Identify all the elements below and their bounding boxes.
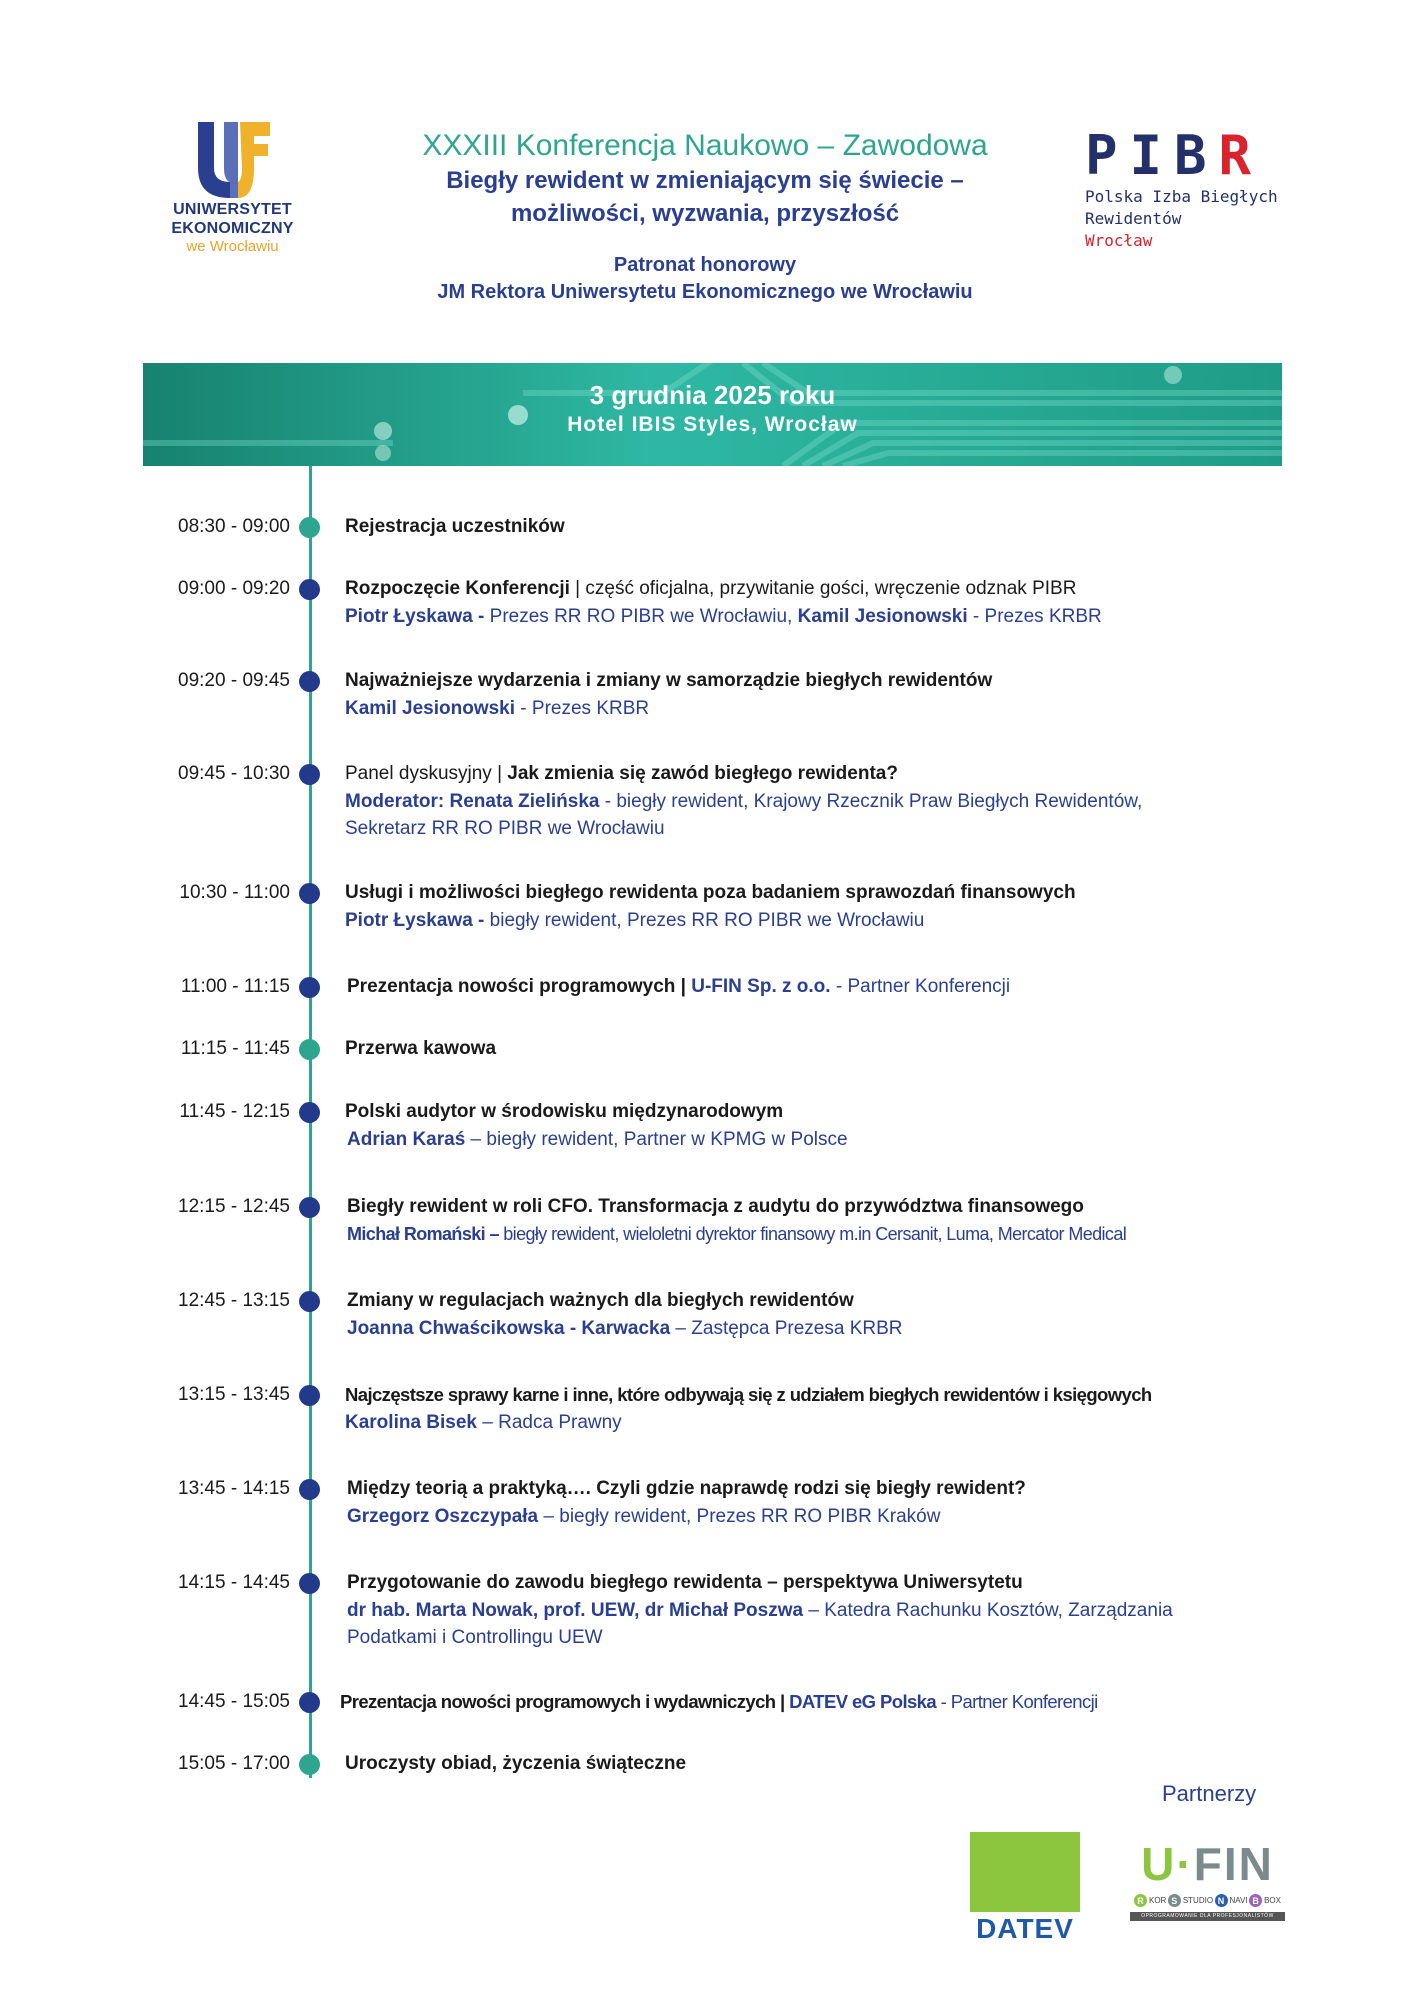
ue-logo-line2: EKONOMICZNY: [171, 220, 294, 237]
pibr-wordmark: [1085, 126, 1285, 186]
ufin-product: [1249, 1894, 1281, 1907]
timeline-dot-icon: [299, 1102, 320, 1123]
speaker-name: Michał Romański –: [347, 1224, 499, 1244]
speaker-role: – Katedra Rachunku Kosztów, Zarządzania: [803, 1600, 1173, 1621]
datev-square-icon: [970, 1832, 1080, 1912]
ufin-product-label: NAVI: [1229, 1896, 1248, 1905]
speaker-name: Adrian Karaś: [347, 1129, 466, 1150]
speaker-role: biegły rewident, Prezes RR RO PIBR we Wrocławiu: [484, 910, 925, 931]
partner-name: DATEV eG Polska: [789, 1691, 937, 1712]
agenda-time: 09:45 - 10:30: [178, 763, 290, 784]
pibr-logo: [1085, 126, 1285, 252]
agenda-title: Przygotowanie do zawodu biegłego rewidenta – perspektywa Uniwersytetu: [347, 1572, 1023, 1593]
timeline-dot-icon: [299, 977, 320, 998]
event-date: 3 grudnia 2025 roku: [589, 380, 836, 410]
pibr-logo-line2: Rewidentów: [1085, 209, 1182, 228]
agenda-time: 12:45 - 13:15: [178, 1290, 290, 1311]
agenda-title-prefix: Panel dyskusyjny |: [345, 763, 508, 784]
pibr-wordmark-right: R: [1218, 124, 1264, 187]
agenda-title: Polski audytor w środowisku międzynarodowym: [345, 1101, 784, 1122]
speaker-name: Grzegorz Oszczypała: [347, 1506, 539, 1527]
ue-logo: [170, 122, 295, 256]
partner-role: - Partner Konferencji: [936, 1691, 1098, 1712]
ufin-product-label: KOR: [1149, 1896, 1167, 1905]
timeline-dot-icon: [299, 1039, 320, 1060]
ue-logo-line3: we Wrocławiu: [186, 238, 279, 255]
speaker-name: Piotr Łyskawa -: [345, 606, 485, 627]
datev-logo: [970, 1832, 1080, 1946]
agenda-time: 13:45 - 14:15: [178, 1478, 290, 1499]
ufin-logo: [1130, 1838, 1285, 1921]
ufin-box-icon: B: [1249, 1894, 1262, 1907]
partner-role: - Partner Konferencji: [830, 976, 1011, 997]
ufin-product-label: STUDIO: [1182, 1896, 1214, 1905]
conference-subtitle-line1: Biegły rewident w zmieniającym się świecie –: [446, 167, 964, 194]
ufin-wordmark-left: U·: [1141, 1838, 1194, 1890]
conference-title: XXXIII Konferencja Naukowo – Zawodowa: [422, 129, 988, 162]
speaker-name: Piotr Łyskawa -: [345, 910, 485, 931]
timeline-dot-icon: [299, 671, 320, 692]
partner-name: U-FIN Sp. z o.o.: [691, 976, 831, 997]
agenda-title: Prezentacja nowości programowych i wydawniczych |: [340, 1691, 790, 1712]
event-banner: [143, 363, 1282, 466]
agenda-time: 11:15 - 11:45: [180, 1038, 290, 1059]
agenda-title: Prezentacja nowości programowych |: [347, 976, 692, 997]
agenda-title: Uroczysty obiad, życzenia świąteczne: [345, 1753, 687, 1774]
agenda-title: Rejestracja uczestników: [345, 516, 565, 537]
agenda-time: 14:15 - 14:45: [178, 1572, 290, 1593]
speaker-role: - Prezes KRBR: [967, 606, 1102, 627]
speaker-role: - biegły rewident, Krajowy Rzecznik Praw Biegłych Rewidentów,: [599, 791, 1143, 812]
ue-emblem-icon: [192, 122, 274, 200]
speaker-name: Moderator: Renata Zielińska: [345, 791, 600, 812]
timeline-dot-icon: [299, 579, 320, 600]
conference-subtitle-line2: możliwości, wyzwania, przyszłość: [510, 200, 900, 227]
speaker-role: – Radca Prawny: [477, 1412, 622, 1433]
ufin-navi-icon: N: [1215, 1894, 1228, 1907]
datev-wordmark: DATEV: [976, 1913, 1074, 1944]
ufin-tagline: OPROGRAMOWANIE DLA PROFESJONALISTÓW: [1130, 1912, 1285, 1921]
agenda-title: Zmiany w regulacjach ważnych dla biegłych rewidentów: [347, 1290, 854, 1311]
agenda-title: Między teorią a praktyką…. Czyli gdzie naprawdę rodzi się biegły rewident?: [347, 1478, 1026, 1499]
timeline-dot-icon: [299, 883, 320, 904]
ufin-studio-icon: S: [1168, 1894, 1181, 1907]
speaker-role-line2: Sekretarz RR RO PIBR we Wrocławiu: [345, 818, 665, 839]
agenda-title: Rozpoczęcie Konferencji: [345, 578, 570, 599]
timeline-dot-icon: [299, 1479, 320, 1500]
partners-label: Partnerzy: [1162, 1781, 1257, 1806]
timeline-dot-icon: [299, 1291, 320, 1312]
timeline-dot-icon: [299, 517, 320, 538]
speaker-name: Karolina Bisek: [345, 1412, 477, 1433]
agenda-time: 09:20 - 09:45: [178, 670, 290, 691]
agenda-title: Najczęstsze sprawy karne i inne, które odbywają się z udziałem biegłych rewidentów i księgowych: [345, 1384, 1152, 1405]
timeline-dot-icon: [299, 1692, 320, 1713]
speaker-role: biegły rewident, wieloletni dyrektor finansowy m.in Cersanit, Luma, Mercator Medical: [498, 1224, 1127, 1244]
ufin-kor-icon: R: [1134, 1894, 1147, 1907]
ue-logo-line1: UNIWERSYTET: [173, 201, 292, 218]
agenda-time: 10:30 - 11:00: [179, 882, 290, 903]
speaker-name: dr hab. Marta Nowak, prof. UEW, dr Michał Poszwa: [347, 1600, 804, 1621]
timeline-dot-icon: [299, 1754, 320, 1775]
pibr-logo-line3: Wrocław: [1085, 231, 1153, 250]
speaker-role: – biegły rewident, Prezes RR RO PIBR Kraków: [538, 1506, 941, 1527]
ufin-product-icons: [1130, 1894, 1285, 1907]
pibr-wordmark-left: PIB: [1085, 124, 1219, 187]
speaker-role-line2: Podatkami i Controllingu UEW: [347, 1627, 603, 1648]
conference-header: [330, 128, 1080, 306]
speaker-name: Kamil Jesionowski: [345, 698, 516, 719]
speaker-role: Prezes RR RO PIBR we Wrocławiu,: [484, 606, 798, 627]
speaker-name: Joanna Chwaścikowska - Karwacka: [347, 1318, 671, 1339]
agenda-time: 11:00 - 11:15: [180, 976, 290, 997]
agenda-title-rest: | część oficjalna, przywitanie gości, wręczenie odznak PIBR: [569, 578, 1077, 599]
speaker-role: – Zastępca Prezesa KRBR: [670, 1318, 903, 1339]
event-venue: Hotel IBIS Styles, Wrocław: [567, 413, 858, 436]
agenda-time: 11:45 - 12:15: [179, 1101, 290, 1122]
timeline-dot-icon: [299, 764, 320, 785]
agenda-time: 13:15 - 13:45: [178, 1384, 290, 1405]
ufin-product: [1134, 1894, 1166, 1907]
agenda-time: 12:15 - 12:45: [178, 1196, 290, 1217]
ufin-product-label: BOX: [1264, 1896, 1281, 1905]
agenda-time: 15:05 - 17:00: [178, 1753, 290, 1774]
agenda-title: Jak zmienia się zawód biegłego rewidenta?: [507, 763, 898, 784]
speaker-role: - Prezes KRBR: [515, 698, 650, 719]
agenda-title: Przerwa kawowa: [345, 1038, 497, 1059]
agenda-time: 14:45 - 15:05: [178, 1691, 290, 1712]
agenda-title: Biegły rewident w roli CFO. Transformacja z audytu do przywództwa finansowego: [347, 1196, 1084, 1217]
pibr-logo-line1: Polska Izba Biegłych: [1085, 187, 1278, 206]
timeline-dot-icon: [299, 1197, 320, 1218]
agenda-time: 09:00 - 09:20: [178, 578, 290, 599]
agenda-time: 08:30 - 09:00: [178, 516, 290, 537]
ufin-wordmark-right: FIN: [1193, 1838, 1274, 1890]
agenda-title: Usługi i możliwości biegłego rewidenta poza badaniem sprawozdań finansowych: [345, 882, 1076, 903]
ufin-product: [1215, 1894, 1248, 1907]
ufin-product: [1168, 1894, 1213, 1907]
speaker-name: Kamil Jesionowski: [797, 606, 968, 627]
ufin-wordmark: [1130, 1838, 1285, 1890]
agenda-title: Najważniejsze wydarzenia i zmiany w samorządzie biegłych rewidentów: [345, 670, 993, 691]
timeline-dot-icon: [299, 1573, 320, 1594]
timeline-dot-icon: [299, 1385, 320, 1406]
speaker-role: – biegły rewident, Partner w KPMG w Polsce: [465, 1129, 848, 1150]
patron-line2: JM Rektora Uniwersytetu Ekonomicznego we Wrocławiu: [437, 281, 973, 303]
patron-line1: Patronat honorowy: [613, 254, 797, 276]
